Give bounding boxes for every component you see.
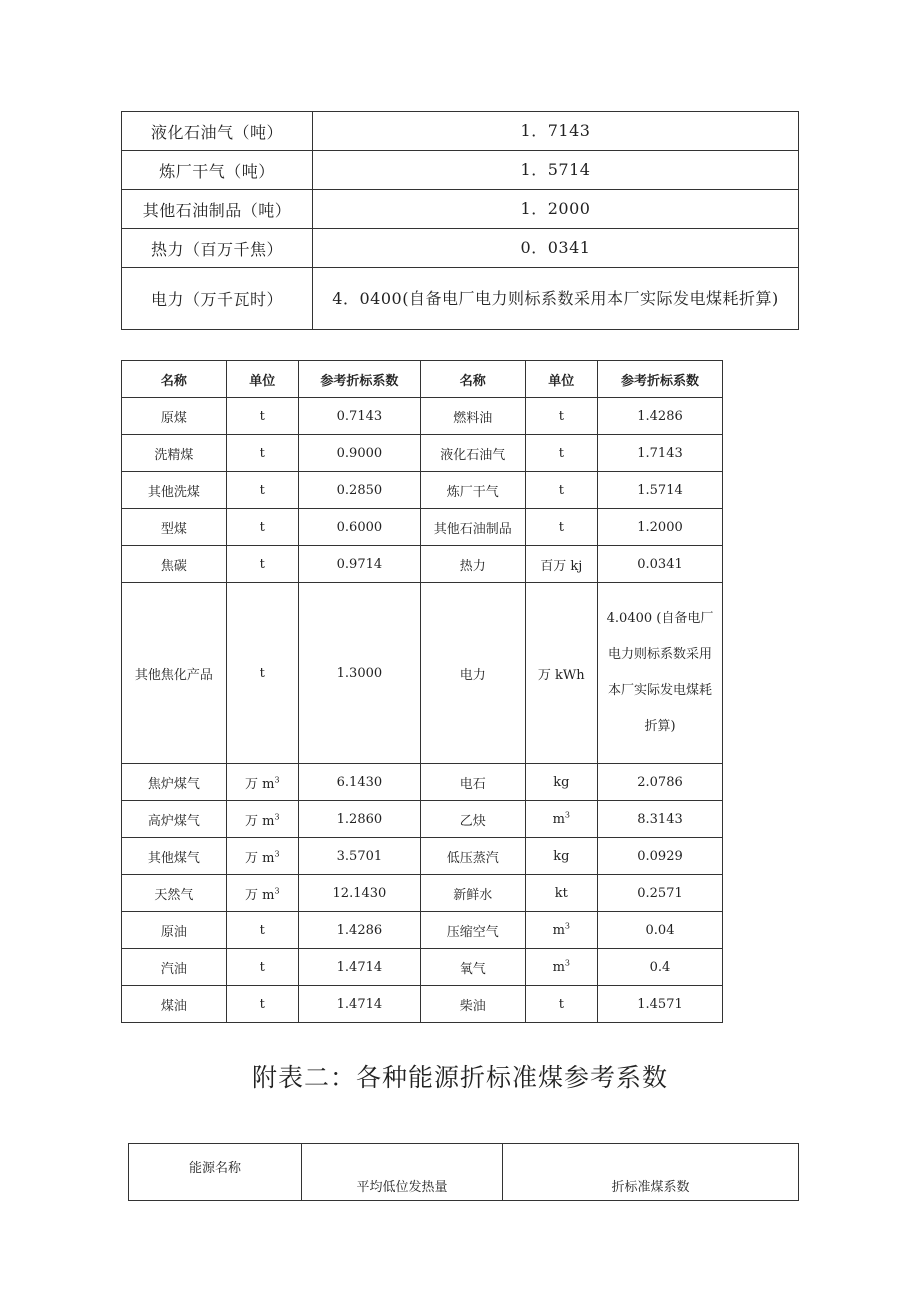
table-cell: $m^3$ [525,949,597,986]
table-cell: 1.7143 [598,435,723,472]
header-cell: 名称 [122,361,227,398]
table-cell: 压缩空气 [420,912,525,949]
header-cell: 参考折标系数 [598,361,723,398]
table-cell: 1.3000 [298,583,420,764]
table-cell: 万 $m^3$ [226,838,298,875]
table-cell: 其他焦化产品 [122,583,227,764]
table-cell: 汽油 [122,949,227,986]
coefficient-cell: 4．0400(自备电厂电力则标系数采用本厂实际发电煤耗折算) [313,268,799,330]
header-cell: 名称 [420,361,525,398]
table-cell: t [525,986,597,1023]
header-cell: 能源名称 [129,1144,302,1201]
table-cell: 焦碳 [122,546,227,583]
table-cell: 百万 kj [525,546,597,583]
table-cell: 氧气 [420,949,525,986]
table-row [122,398,723,435]
table-cell: 1.4286 [298,912,420,949]
table-row [122,801,723,838]
table-row [122,190,799,229]
table-cell: 3.5701 [298,838,420,875]
table-cell: 1.5714 [598,472,723,509]
coefficient-cell: 0．0341 [313,229,799,268]
coefficient-cell: 1．5714 [313,151,799,190]
header-cell: 单位 [525,361,597,398]
energy-name-cell: 热力（百万千焦） [122,229,313,268]
coefficient-cell: 1．7143 [313,112,799,151]
table-cell: t [226,986,298,1023]
header-cell: 单位 [226,361,298,398]
table-cell: 0.6000 [298,509,420,546]
table-cell: 0.0929 [598,838,723,875]
table-cell: 0.04 [598,912,723,949]
table-cell: 型煤 [122,509,227,546]
table-cell: 热力 [420,546,525,583]
table-cell: 新鲜水 [420,875,525,912]
header-cell: 参考折标系数 [298,361,420,398]
table-cell: kg [525,838,597,875]
table-cell: t [226,398,298,435]
table-cell: 其他石油制品 [420,509,525,546]
table-cell: t [226,912,298,949]
table-cell: 1.2860 [298,801,420,838]
table-cell: 8.3143 [598,801,723,838]
table-row [122,472,723,509]
energy-name-cell: 液化石油气（吨） [122,112,313,151]
table-cell: 其他洗煤 [122,472,227,509]
table-cell: 0.7143 [298,398,420,435]
energy-name-cell: 其他石油制品（吨） [122,190,313,229]
table-cell: 煤油 [122,986,227,1023]
table-cell: 1.4714 [298,949,420,986]
table-cell: 万 $m^3$ [226,764,298,801]
coefficient-table-continued [121,111,799,330]
table-row [122,986,723,1023]
table-row [122,112,799,151]
table-cell: 0.0341 [598,546,723,583]
table-row [122,509,723,546]
table-cell: 4.0400 (自备电厂电力则标系数采用本厂实际发电煤耗折算) [598,583,723,764]
table-cell: t [226,472,298,509]
table-row [122,229,799,268]
table-cell: 高炉煤气 [122,801,227,838]
table-cell: 0.4 [598,949,723,986]
table-cell: 万 kWh [525,583,597,764]
table-cell: 其他煤气 [122,838,227,875]
table-cell: t [525,435,597,472]
table-cell: 0.9714 [298,546,420,583]
standard-coal-coefficient-table [128,1143,799,1201]
table-cell: 原煤 [122,398,227,435]
table-cell: 柴油 [420,986,525,1023]
table-header-row [122,361,723,398]
table-cell: 液化石油气 [420,435,525,472]
table-cell: 1.2000 [598,509,723,546]
table-cell: 洗精煤 [122,435,227,472]
table-cell: 电力 [420,583,525,764]
table-cell: t [226,583,298,764]
table-cell: t [226,949,298,986]
table-cell: 炼厂干气 [420,472,525,509]
table-cell: kg [525,764,597,801]
table-row [122,764,723,801]
header-cell: 折标准煤系数 [503,1144,799,1201]
table-row [122,875,723,912]
table-cell: 万 $m^3$ [226,875,298,912]
table-cell: 1.4286 [598,398,723,435]
table-cell: t [525,398,597,435]
appendix-title: 附表二：各种能源折标准煤参考系数 [251,1063,668,1092]
header-cell: 平均低位发热量 [302,1144,503,1201]
table-cell: t [525,509,597,546]
table-cell: t [226,546,298,583]
table-cell: 12.1430 [298,875,420,912]
reference-coefficient-table [121,360,723,1023]
table-cell: $m^3$ [525,912,597,949]
table-cell: 0.2571 [598,875,723,912]
energy-name-cell: 电力（万千瓦时） [122,268,313,330]
table-header-row [129,1144,799,1201]
table-cell: 天然气 [122,875,227,912]
table-row [122,268,799,330]
coefficient-cell: 1．2000 [313,190,799,229]
table-cell: 0.9000 [298,435,420,472]
table-cell: 0.2850 [298,472,420,509]
table-cell: 6.1430 [298,764,420,801]
table-cell: 1.4571 [598,986,723,1023]
table-cell: 万 $m^3$ [226,801,298,838]
table-cell: 乙炔 [420,801,525,838]
table-cell: 燃料油 [420,398,525,435]
table-cell: t [226,509,298,546]
table-cell: 1.4714 [298,986,420,1023]
table-cell: t [525,472,597,509]
energy-name-cell: 炼厂干气（吨） [122,151,313,190]
table-row [122,912,723,949]
table-cell: $m^3$ [525,801,597,838]
table-row [122,151,799,190]
table-row [122,546,723,583]
table-cell: 焦炉煤气 [122,764,227,801]
table-cell: 电石 [420,764,525,801]
table-row [122,838,723,875]
table-cell: 原油 [122,912,227,949]
table-cell: t [226,435,298,472]
table-cell: 低压蒸汽 [420,838,525,875]
table-row [122,435,723,472]
table-cell: 2.0786 [598,764,723,801]
table-row [122,583,723,764]
table-cell: kt [525,875,597,912]
table-row [122,949,723,986]
